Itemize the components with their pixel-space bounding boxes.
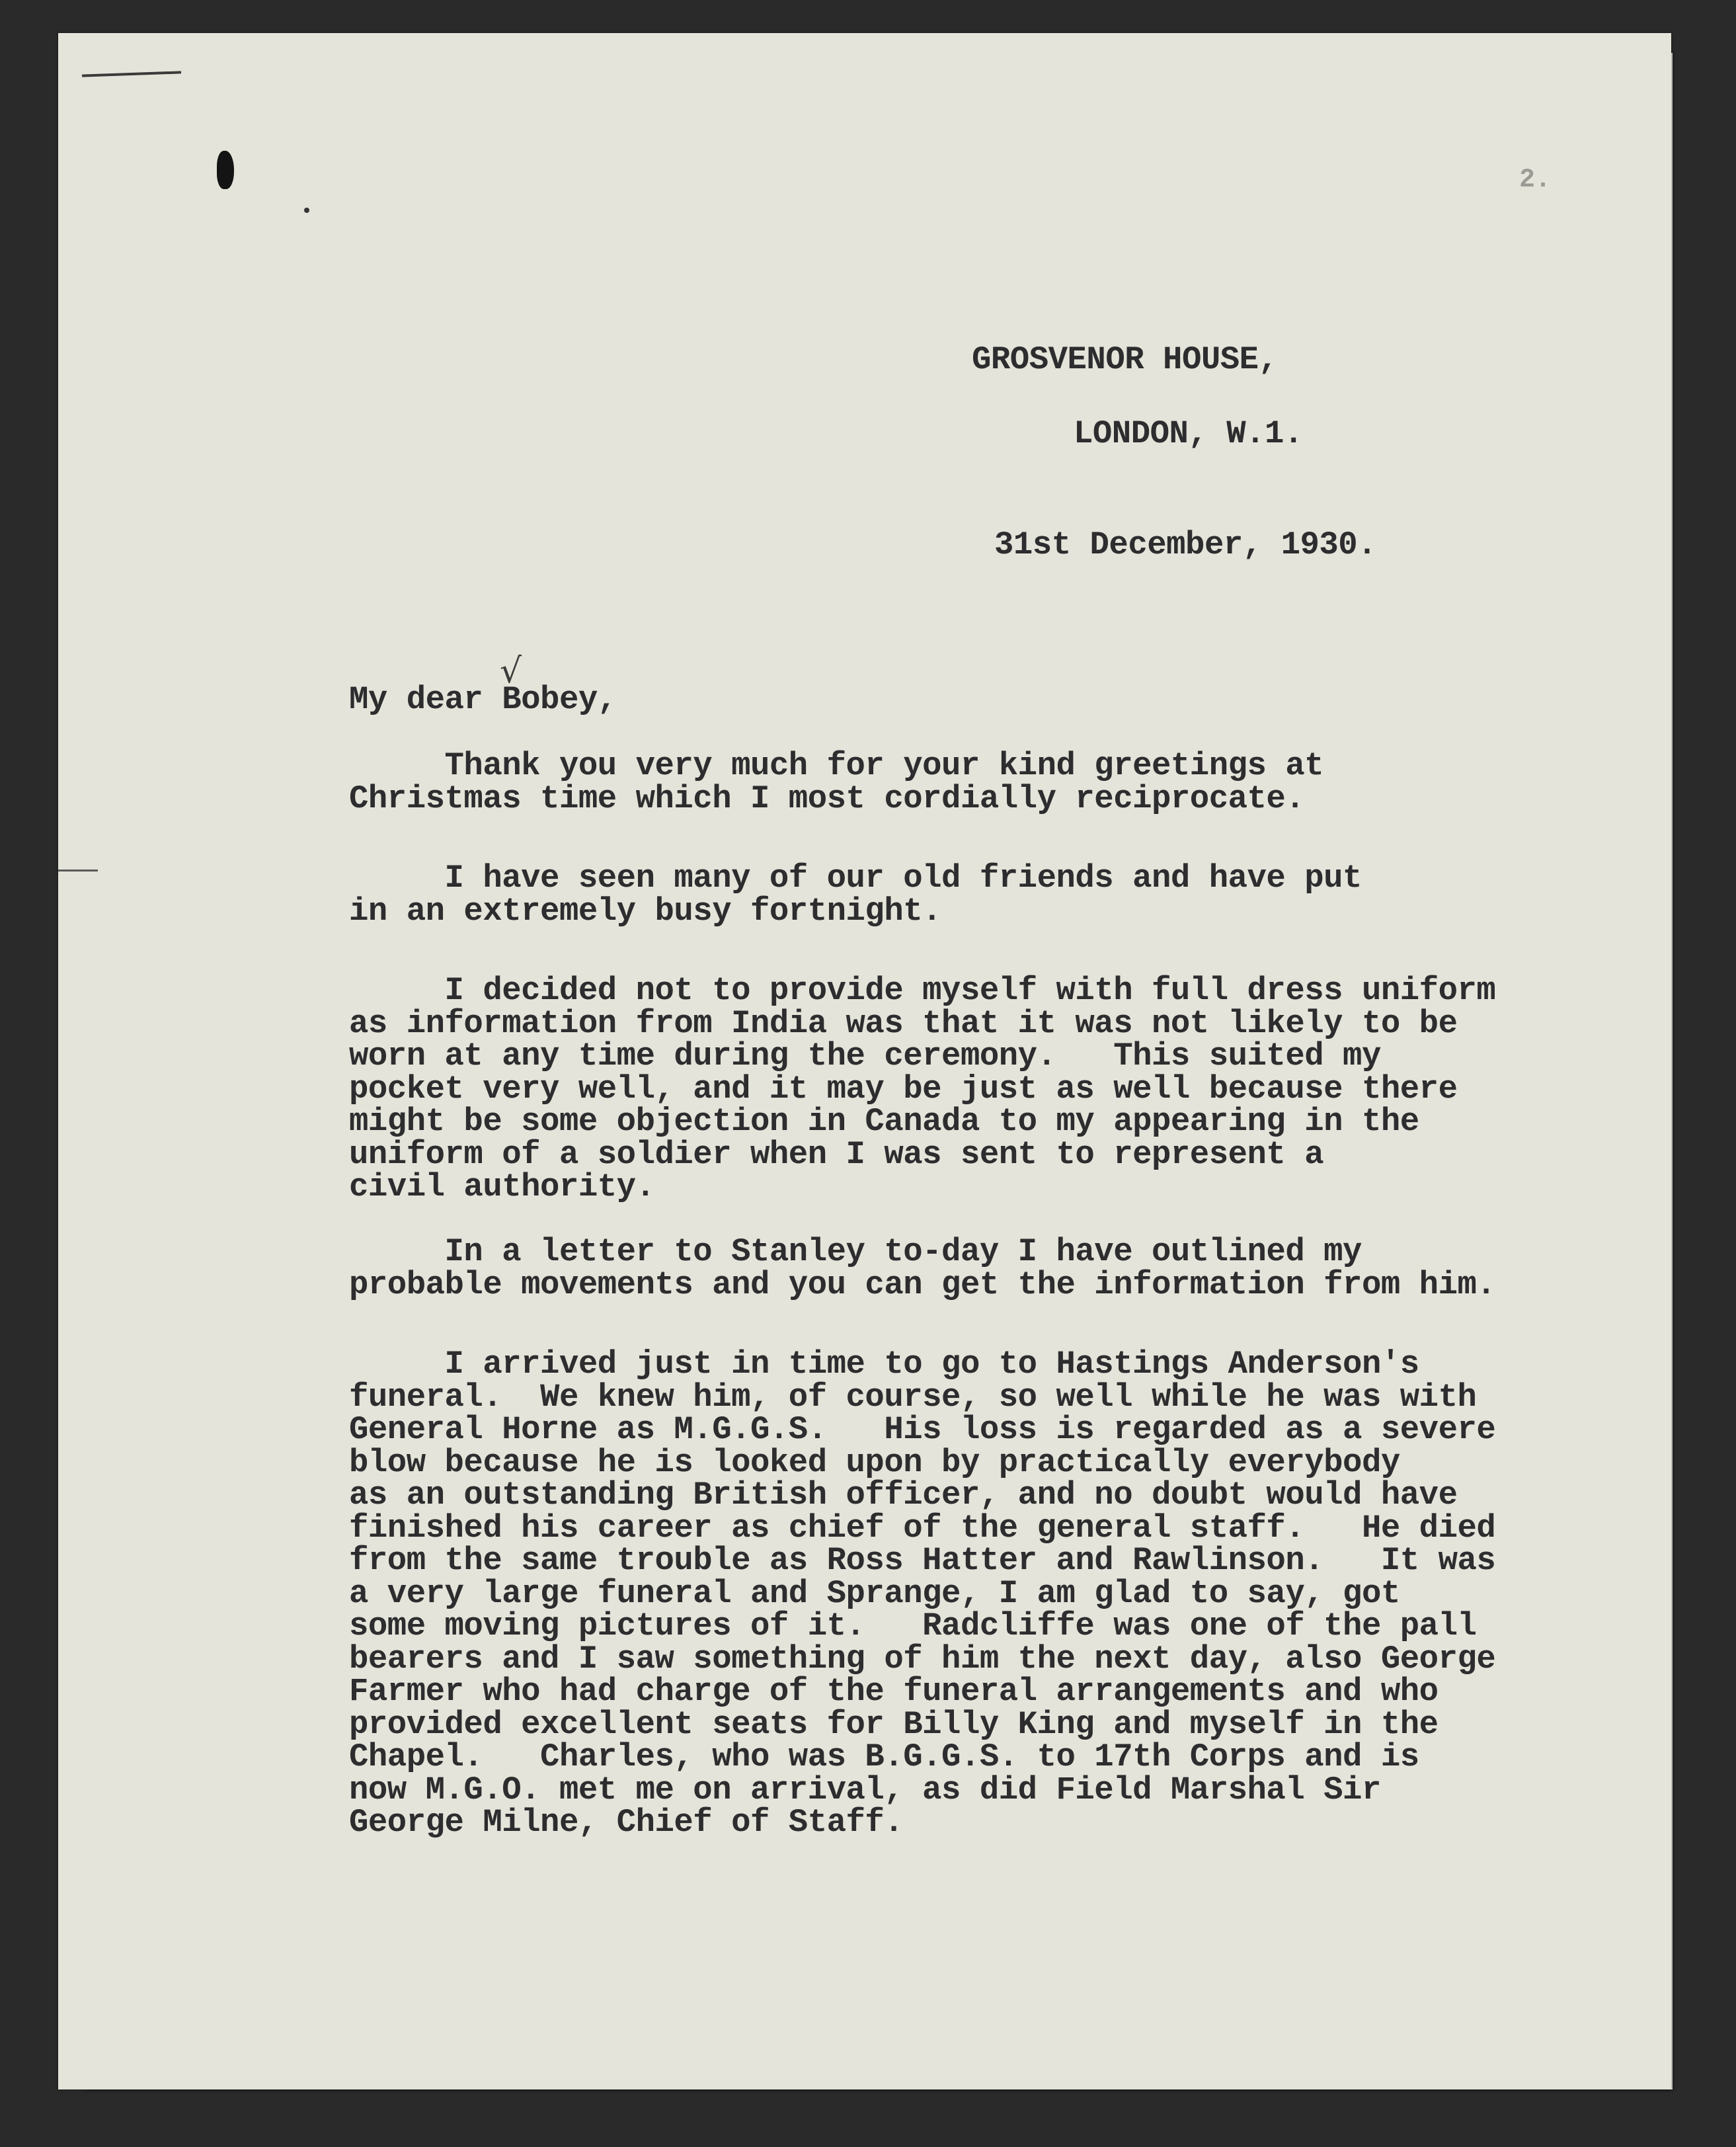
letter-line: I decided not to provide myself with full dress uniform	[349, 972, 1496, 1009]
address-line-1: GROSVENOR HOUSE,	[972, 341, 1278, 378]
letter-line: provided excellent seats for Billy King and myself in the	[349, 1705, 1439, 1743]
margin-tick-mark	[58, 870, 98, 871]
salutation: My dear Bobey,	[349, 681, 617, 718]
letter-line: finished his career as chief of the general staff. He died	[349, 1509, 1496, 1547]
letter-line: a very large funeral and Sprange, I am glad to say, got	[349, 1574, 1400, 1612]
letter-line: Christmas time which I most cordially reciprocate.	[349, 780, 1305, 817]
letter-line: In a letter to Stanley to-day I have outlined my	[349, 1233, 1362, 1270]
letter-line: in an extremely busy fortnight.	[349, 892, 942, 930]
letter-line: pocket very well, and it may be just as well because there	[349, 1070, 1458, 1108]
letter-line: General Horne as M.G.G.S. His loss is regarded as a severe	[349, 1411, 1496, 1448]
letter-line: blow because he is looked upon by practically everybody	[349, 1443, 1400, 1481]
letter-line: as an outstanding British officer, and no doubt would have	[349, 1477, 1458, 1514]
letter-line: probable movements and you can get the information from him.	[349, 1266, 1496, 1303]
address-line-2: LONDON, W.1.	[1074, 415, 1303, 452]
letter-date: 31st December, 1930.	[994, 526, 1377, 563]
letter-line: civil authority.	[349, 1168, 655, 1205]
letter-line: as information from India was that it was not likely to be	[349, 1004, 1458, 1042]
letter-line: Farmer who had charge of the funeral arrangements and who	[349, 1673, 1439, 1710]
ink-blot	[217, 151, 234, 189]
letter-line: uniform of a soldier when I was sent to represent a	[349, 1135, 1324, 1173]
ink-speck	[304, 208, 309, 213]
letter-line: now M.G.O. met me on arrival, as did Field Marshal Sir	[349, 1771, 1381, 1808]
letter-line: I arrived just in time to go to Hastings Anderson's	[349, 1346, 1419, 1383]
letter-line: some moving pictures of it. Radcliffe was one of the pall	[349, 1607, 1477, 1644]
letter-line: might be some objection in Canada to my appearing in the	[349, 1103, 1419, 1140]
letter-line: Chapel. Charles, who was B.G.G.S. to 17th Corps and is	[349, 1738, 1419, 1775]
letter-line: I have seen many of our old friends and have put	[349, 860, 1362, 897]
letter-line: funeral. We knew him, of course, so well while he was with	[349, 1378, 1477, 1416]
corner-pencil-mark	[82, 71, 181, 77]
letter-line: George Milne, Chief of Staff.	[349, 1804, 904, 1841]
letter-line: bearers and I saw something of him the next day, also George	[349, 1640, 1496, 1678]
letter-line: Thank you very much for your kind greetings at	[349, 747, 1324, 784]
handwritten-check-mark: √	[500, 651, 522, 691]
letter-line: worn at any time during the ceremony. This suited my	[349, 1037, 1381, 1074]
letter-sheet	[58, 33, 1671, 2089]
bleed-through-page-number: 2.	[1519, 165, 1552, 195]
letter-line: from the same trouble as Ross Hatter and Rawlinson. It was	[349, 1542, 1496, 1579]
